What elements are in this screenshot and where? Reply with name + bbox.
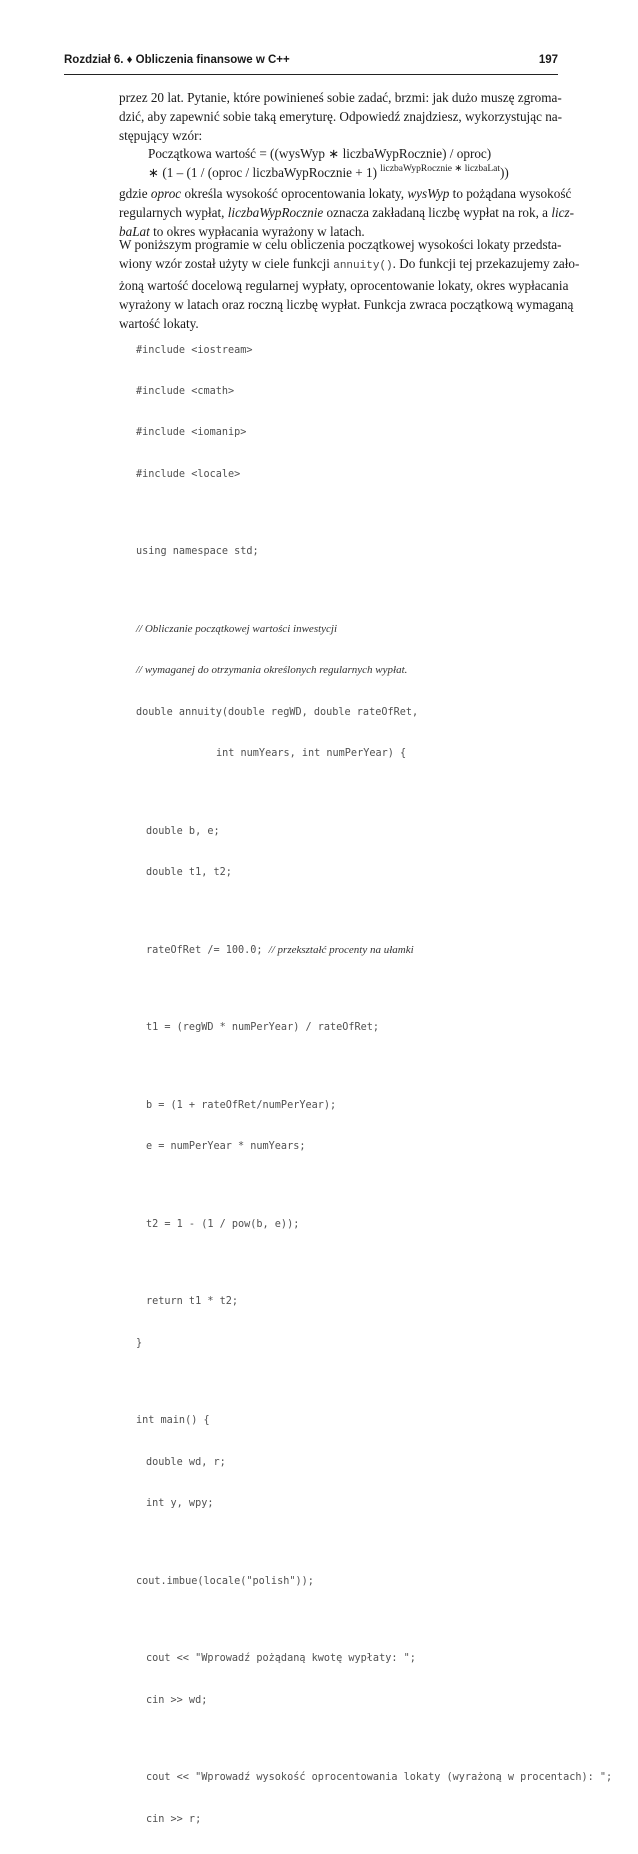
intro-paragraph (119, 88, 563, 145)
program-line: wiony wzór został użyty w ciele funkcji annuity(). Do funkcji tej przekazujemy zało- (119, 256, 580, 272)
code-line: #include <cmath> (136, 385, 235, 397)
code-line: return t1 * t2; (146, 1296, 239, 1308)
intro-line: dzić, aby zapewnić sobie taką emeryturę. Odpowiedź znajdziesz, wykorzystując na- (119, 109, 563, 124)
program-line: wyrażony w latach oraz roczną liczbę wypłat. Funkcja zwraca początkową wymaganą (119, 297, 574, 312)
code-line: e = numPerYear * numYears; (146, 1141, 306, 1153)
intro-line: przez 20 lat. Pytanie, które powinieneś sobie zadać, brzmi: jak dużo muszę zgroma- (119, 90, 562, 105)
chapter-title: Rozdział 6. ♦ Obliczenia finansowe w C++ (64, 54, 290, 66)
code-line: t1 = (regWD * numPerYear) / rateOfRet; (146, 1022, 380, 1034)
code-line: t2 = 1 - (1 / pow(b, e)); (146, 1218, 300, 1230)
program-line: wartość lokaty. (119, 316, 199, 331)
inline-code: annuity() (333, 260, 393, 272)
code-line: cin >> wd; (146, 1694, 208, 1706)
formula-exponent: liczbaWypRocznie ∗ liczbaLat (380, 164, 501, 174)
code-line: #include <locale> (136, 468, 241, 480)
var-wyswyp: wysWyp (407, 186, 450, 201)
code-line: double t1, t2; (146, 867, 232, 879)
running-header (64, 54, 558, 72)
code-line: int numYears, int numPerYear) { (216, 748, 407, 760)
code-comment: // Obliczanie początkowej wartości inwestycji (136, 622, 338, 635)
intro-line: stępujący wzór: (119, 128, 203, 143)
program-line: W poniższym programie w celu obliczenia początkowej wysokości lokaty przedsta- (119, 237, 562, 252)
code-line: } (136, 1337, 143, 1349)
explanation-paragraph (119, 184, 575, 241)
code-line: int main() { (136, 1415, 210, 1427)
var-liczbalat-part: licz- (551, 205, 575, 220)
code-listing (136, 316, 613, 1854)
code-line: cout.imbue(locale("polish")); (136, 1575, 314, 1587)
var-liczbalat-part: baLat (119, 224, 150, 239)
code-line: #include <iomanip> (136, 427, 247, 439)
page-number: 197 (538, 54, 558, 66)
code-line: b = (1 + rateOfRet/numPerYear); (146, 1099, 337, 1111)
explanation-line: gdzie oproc określa wysokość oprocentowania lokaty, wysWyp to pożądana wysokość (119, 186, 572, 201)
formula (148, 144, 548, 185)
code-line: cout << "Wprowadź wysokość oprocentowania lokaty (wyrażoną w procentach): "; (146, 1772, 613, 1784)
explanation-line: regularnych wypłat, liczbaWypRocznie oznacza zakładaną liczbę wypłat na rok, a licz- (119, 205, 575, 220)
code-line: cin >> r; (146, 1813, 202, 1825)
code-line: double wd, r; (146, 1456, 226, 1468)
formula-line-1: Początkowa wartość = ((wysWyp ∗ liczbaWypRocznie) / oproc) (148, 146, 492, 161)
code-comment: // przekształć procenty na ułamki (268, 943, 414, 956)
formula-close: )) (500, 165, 509, 180)
formula-main: ∗ (1 – (1 / (oproc / liczbaWypRocznie + 1) (148, 165, 377, 180)
var-oproc: oproc (150, 186, 182, 201)
code-line: #include <iostream> (136, 344, 253, 356)
code-line: double annuity(double regWD, double rateOfRet, (136, 706, 419, 718)
code-line: cout << "Wprowadź pożądaną kwotę wypłaty: "; (146, 1653, 416, 1665)
code-line: int y, wpy; (146, 1498, 214, 1510)
code-line: double b, e; (146, 825, 220, 837)
program-line: żoną wartość docelową regularnej wypłaty, oprocentowanie lokaty, okres wypłacania (119, 278, 569, 293)
explanation-line: baLat to okres wypłacania wyrażony w latach. (119, 224, 365, 239)
code-line: rateOfRet /= 100.0; // przekształć procenty na ułamki (146, 943, 414, 956)
var-liczbawyprocznie: liczbaWypRocznie (227, 205, 324, 220)
code-line: using namespace std; (136, 546, 259, 558)
formula-line-2 (148, 163, 548, 185)
code-comment: // wymaganej do otrzymania określonych regularnych wypłat. (136, 664, 408, 677)
header-rule (64, 74, 558, 75)
